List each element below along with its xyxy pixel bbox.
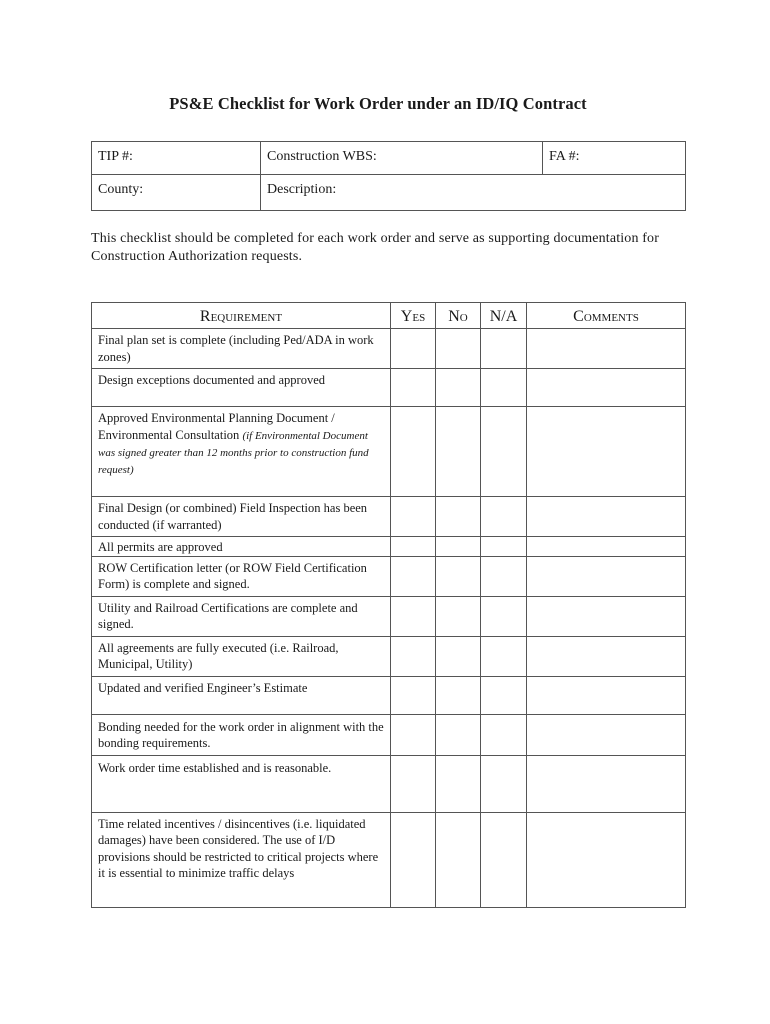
no-cell[interactable] [436, 329, 481, 369]
county-field[interactable]: County: [92, 175, 261, 211]
yes-cell[interactable] [391, 369, 436, 407]
comments-cell[interactable] [527, 556, 686, 596]
yes-cell[interactable] [391, 596, 436, 636]
checklist-row [92, 596, 686, 636]
requirement-cell [92, 407, 391, 497]
no-cell[interactable] [436, 755, 481, 812]
no-cell[interactable] [436, 676, 481, 714]
no-cell[interactable] [436, 537, 481, 557]
requirement-text: ROW Certification letter (or ROW Field Certification Form) is complete and signed. [92, 556, 391, 596]
comments-cell[interactable] [527, 636, 686, 676]
no-header: No [436, 303, 481, 329]
checklist-header-row [92, 303, 686, 329]
checklist-row [92, 407, 686, 497]
requirement-text: Updated and verified Engineer’s Estimate [92, 676, 391, 714]
checklist-row [92, 714, 686, 755]
yes-cell[interactable] [391, 676, 436, 714]
na-cell[interactable] [481, 755, 527, 812]
requirement-text: Design exceptions documented and approved [92, 369, 391, 407]
checklist-row [92, 537, 686, 557]
comments-cell[interactable] [527, 714, 686, 755]
na-cell[interactable] [481, 714, 527, 755]
requirement-text: Time related incentives / disincentives (i.e. liquidated damages) have been considered. The use of I/D provisions should be restricted to critical projects where it is essential to minimize traffic delays [92, 812, 391, 907]
checklist-row [92, 755, 686, 812]
comments-cell[interactable] [527, 329, 686, 369]
comments-cell[interactable] [527, 497, 686, 537]
requirement-text: Work order time established and is reasonable. [92, 755, 391, 812]
comments-cell[interactable] [527, 369, 686, 407]
na-cell[interactable] [481, 407, 527, 497]
yes-header: Yes [391, 303, 436, 329]
na-cell[interactable] [481, 596, 527, 636]
requirement-text: Final plan set is complete (including Ped/ADA in work zones) [92, 329, 391, 369]
project-info-row-1 [92, 142, 686, 175]
comments-cell[interactable] [527, 537, 686, 557]
checklist-row [92, 676, 686, 714]
checklist-row [92, 812, 686, 907]
intro-paragraph: This checklist should be completed for each work order and serve as supporting documentation for Construction Authorization requests. [91, 231, 660, 264]
yes-cell[interactable] [391, 329, 436, 369]
construction-wbs-field[interactable]: Construction WBS: [261, 142, 543, 175]
project-info-table [91, 141, 686, 211]
checklist-row [92, 497, 686, 537]
yes-cell[interactable] [391, 407, 436, 497]
yes-cell[interactable] [391, 812, 436, 907]
checklist-row [92, 636, 686, 676]
yes-cell[interactable] [391, 636, 436, 676]
checklist-table [91, 302, 686, 908]
no-cell[interactable] [436, 407, 481, 497]
requirement-text: All agreements are fully executed (i.e. Railroad, Municipal, Utility) [92, 636, 391, 676]
yes-cell[interactable] [391, 556, 436, 596]
page-title: PS&E Checklist for Work Order under an ID/IQ Contract [169, 94, 587, 113]
no-cell[interactable] [436, 369, 481, 407]
na-cell[interactable] [481, 537, 527, 557]
project-info-row-2 [92, 175, 686, 211]
comments-cell[interactable] [527, 676, 686, 714]
na-cell[interactable] [481, 636, 527, 676]
yes-cell[interactable] [391, 497, 436, 537]
no-cell[interactable] [436, 497, 481, 537]
yes-cell[interactable] [391, 537, 436, 557]
requirement-text: Final Design (or combined) Field Inspection has been conducted (if warranted) [92, 497, 391, 537]
no-cell[interactable] [436, 556, 481, 596]
yes-cell[interactable] [391, 755, 436, 812]
na-header: N/A [481, 303, 527, 329]
no-cell[interactable] [436, 596, 481, 636]
fa-field[interactable]: FA #: [543, 142, 686, 175]
comments-cell[interactable] [527, 812, 686, 907]
yes-cell[interactable] [391, 714, 436, 755]
comments-cell[interactable] [527, 755, 686, 812]
requirement-text: Utility and Railroad Certifications are complete and signed. [92, 596, 391, 636]
na-cell[interactable] [481, 812, 527, 907]
checklist-row [92, 369, 686, 407]
requirement-text: Approved Environmental Planning Document / Environmental Consultation [98, 411, 335, 442]
na-cell[interactable] [481, 369, 527, 407]
requirement-text: All permits are approved [92, 537, 391, 557]
checklist-row [92, 556, 686, 596]
checklist-row [92, 329, 686, 369]
requirement-note: (if Environmental Document was signed greater than 12 months prior to construction fund request) [98, 429, 369, 476]
no-cell[interactable] [436, 636, 481, 676]
description-field[interactable]: Description: [261, 175, 686, 211]
na-cell[interactable] [481, 556, 527, 596]
comments-cell[interactable] [527, 596, 686, 636]
requirement-text: Bonding needed for the work order in alignment with the bonding requirements. [92, 714, 391, 755]
na-cell[interactable] [481, 329, 527, 369]
na-cell[interactable] [481, 497, 527, 537]
comments-header: Comments [527, 303, 686, 329]
requirement-header: Requirement [92, 303, 391, 329]
tip-field[interactable]: TIP #: [92, 142, 261, 175]
no-cell[interactable] [436, 714, 481, 755]
comments-cell[interactable] [527, 407, 686, 497]
na-cell[interactable] [481, 676, 527, 714]
no-cell[interactable] [436, 812, 481, 907]
